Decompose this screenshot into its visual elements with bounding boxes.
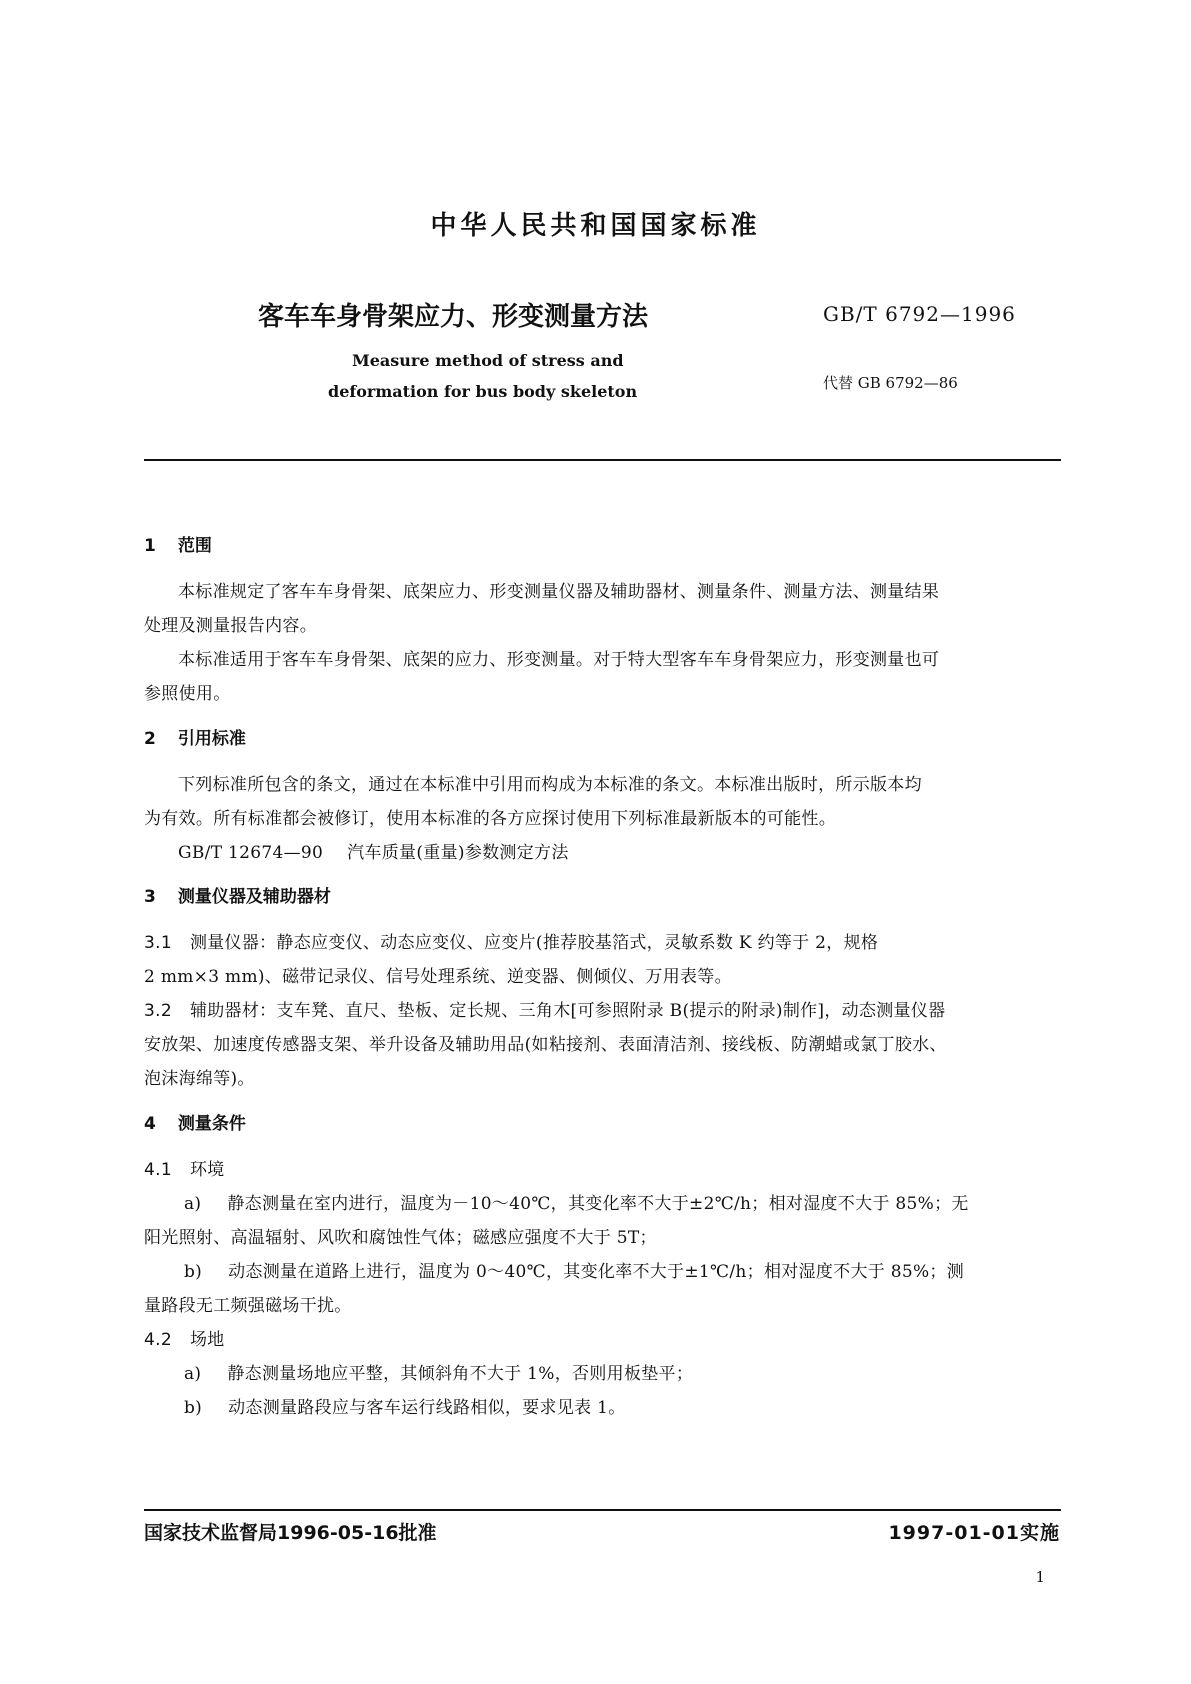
item-4-2-b [184, 1393, 626, 1418]
section-4-title: 测量条件 [177, 1114, 246, 1134]
section-2-para-line-2: 为有效。所有标准都会被修订，使用本标准的各方应探讨使用下列标准最新版本的可能性。 [144, 809, 836, 829]
replaces-standard: 代替 GB 6792—86 [823, 374, 958, 392]
clause-3-2-line-2: 安放架、加速度传感器支架、举升设备及辅助用品(如粘接剂、表面清洁剂、接线板、防潮蜡或氯丁胶水、 [144, 1035, 947, 1055]
clause-3-2-line-1 [144, 996, 945, 1021]
document-title-en-line1: Measure method of stress and [352, 351, 624, 370]
section-1-para-2-line-1: 本标准适用于客车车身骨架、底架的应力、形变测量。对于特大型客车车身骨架应力，形变测量也可 [178, 650, 940, 670]
clause-4-2-title: 场地 [189, 1330, 225, 1350]
item-4-2-b-label: b) [184, 1398, 203, 1418]
clause-4-2-heading [144, 1325, 225, 1350]
clause-3-2-line-3: 泡沫海绵等)。 [144, 1069, 255, 1089]
clause-4-1-number: 4.1 [144, 1160, 172, 1180]
section-4-number: 4 [144, 1114, 156, 1134]
section-1-title: 范围 [177, 536, 212, 556]
item-4-1-a-text: 静态测量在室内进行，温度为－10～40℃，其变化率不大于±2℃/h；相对湿度不大于 85%；无 [227, 1194, 969, 1214]
clause-3-1-text: 测量仪器：静态应变仪、动态应变仪、应变片(推荐胶基箔式，灵敏系数 K 约等于 2，规格 [189, 933, 879, 953]
clause-3-1-number: 3.1 [144, 933, 172, 953]
item-4-1-b-line-1 [184, 1257, 964, 1282]
section-3-heading [144, 882, 331, 907]
item-4-2-a-text: 静态测量场地应平整，其倾斜角不大于 1%，否则用板垫平； [227, 1364, 694, 1384]
item-4-2-a-label: a) [184, 1364, 202, 1384]
section-2-number: 2 [144, 729, 156, 749]
referenced-standard-title: 汽车质量(重量)参数测定方法 [347, 843, 569, 863]
clause-4-2-number: 4.2 [144, 1330, 172, 1350]
section-1-para-2-line-2: 参照使用。 [144, 684, 231, 704]
section-1-para-1-line-1: 本标准规定了客车车身骨架、底架应力、形变测量仪器及辅助器材、测量条件、测量方法、测量结果 [178, 582, 940, 602]
effective-date: 1997-01-01实施 [888, 1522, 1060, 1544]
item-4-1-a-label: a) [184, 1194, 202, 1214]
section-2-heading [144, 724, 246, 749]
referenced-standard-code: GB/T 12674—90 [178, 843, 324, 863]
item-4-1-b-line-2: 量路段无工频强磁场干扰。 [144, 1296, 352, 1316]
item-4-1-b-text: 动态测量在道路上进行，温度为 0～40℃，其变化率不大于±1℃/h；相对湿度不大于 85%；测 [228, 1262, 965, 1282]
page-number: 1 [1035, 1568, 1045, 1586]
section-3-title: 测量仪器及辅助器材 [177, 887, 331, 907]
clause-3-1-line-1 [144, 928, 878, 953]
document-title-en-line2: deformation for bus body skeleton [328, 382, 638, 401]
footer-divider [144, 1509, 1061, 1511]
item-4-2-a [184, 1359, 693, 1384]
section-4-heading [144, 1109, 246, 1134]
clause-4-1-title: 环境 [189, 1160, 225, 1180]
clause-3-1-line-2: 2 mm×3 mm)、磁带记录仪、信号处理系统、逆变器、侧倾仪、万用表等。 [144, 967, 732, 987]
section-1-para-1-line-2: 处理及测量报告内容。 [144, 616, 317, 636]
section-2-para-line-1: 下列标准所包含的条文，通过在本标准中引用而构成为本标准的条文。本标准出版时，所示版本均 [178, 775, 922, 795]
section-1-number: 1 [144, 536, 156, 556]
section-2-title: 引用标准 [177, 729, 246, 749]
national-standard-heading: 中华人民共和国国家标准 [430, 211, 761, 241]
item-4-1-a-line-2: 阳光照射、高温辐射、风吹和腐蚀性气体；磁感应强度不大于 5T； [144, 1228, 657, 1248]
referenced-standard [178, 838, 569, 863]
clause-3-2-text: 辅助器材：支车凳、直尺、垫板、定长规、三角木[可参照附录 B(提示的附录)制作]，动态测量仪器 [189, 1001, 946, 1021]
item-4-1-b-label: b) [184, 1262, 203, 1282]
section-3-number: 3 [144, 887, 156, 907]
header-divider [144, 459, 1061, 461]
standard-code: GB/T 6792—1996 [823, 302, 1016, 326]
approval-date: 国家技术监督局1996-05-16批准 [144, 1522, 437, 1544]
item-4-2-b-text: 动态测量路段应与客车运行线路相似，要求见表 1。 [228, 1398, 626, 1418]
document-title-zh: 客车车身骨架应力、形变测量方法 [258, 302, 649, 332]
clause-4-1-heading [144, 1155, 225, 1180]
clause-3-2-number: 3.2 [144, 1001, 172, 1021]
item-4-1-a-line-1 [184, 1189, 969, 1214]
section-1-heading [144, 531, 212, 556]
